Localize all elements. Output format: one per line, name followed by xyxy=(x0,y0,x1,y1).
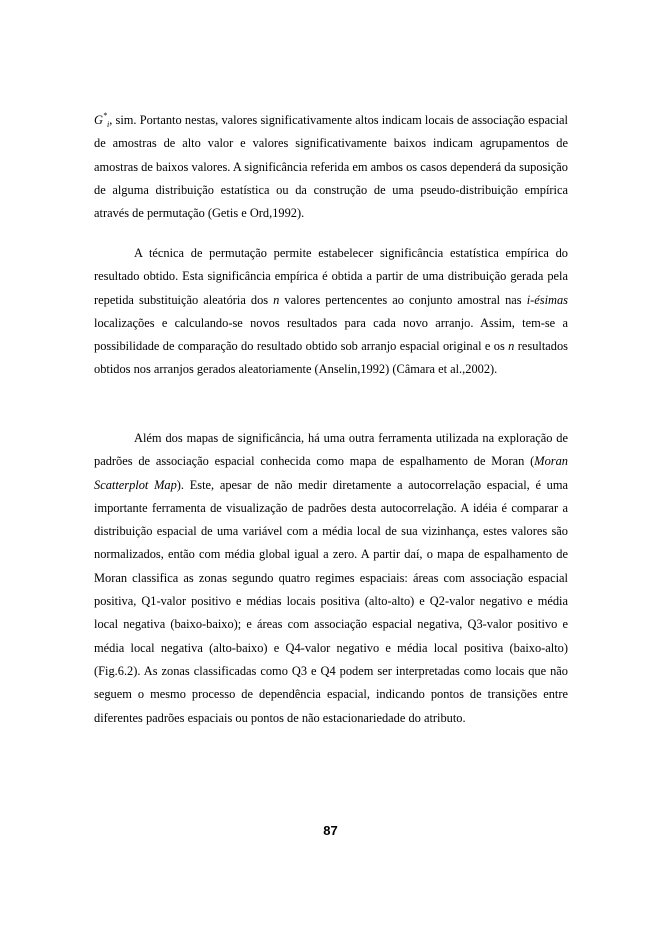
paragraph-permutation-text-b: valores pertencentes ao conjunto amostral nas xyxy=(279,292,527,307)
italic-n-1: n xyxy=(273,292,280,307)
paragraph-permutation-text-a: A técnica de permutação permite estabelecer significância estatística empírica do resultado obtido. Esta significância empírica é obtida a partir de uma distribuição gerada pela repetida substituição aleatória dos xyxy=(94,246,568,307)
gi-star-subscript: i xyxy=(106,120,110,129)
italic-i-esimas: i-ésimas xyxy=(526,292,568,307)
paragraph-moran-scatterplot xyxy=(94,427,568,730)
gi-star-symbol xyxy=(94,113,109,127)
paragraph-permutation-text-d: resultados obtidos nos arranjos gerados aleatoriamente (Anselin,1992) (Câmara et al.,2002). xyxy=(94,339,568,377)
page-number: 87 xyxy=(323,823,338,838)
paragraph-moran-text-a: Além dos mapas de significância, há uma outra ferramenta utilizada na exploração de padrões de associação espacial conhecida como mapa de espalhamento de Moran ( xyxy=(94,431,568,469)
paragraph-moran-text-b: ). Este, apesar de não medir diretamente a autocorrelação espacial, é uma importante ferramenta de visualização de padrões desta autocorrelação. A idéia é comparar a distribuição espacial de uma variável com a média local de sua vizinhança, estes valores são normalizados, então com média global igual a zero. A partir daí, o mapa de espalhamento de Moran classifica as zonas segundo quatro regimes espaciais: áreas com associação espacial positiva, Q1-valor positivo e médias locais positiva (alto-alto) e Q2-valor negativo e média local negativa (baixo-baixo); e áreas com associação espacial negativa, Q3-valor positivo e média local negativa (alto-baixo) e Q4-valor negativo e média local positiva (baixo-alto) (Fig.6.2). As zonas classificadas como Q3 e Q4 podem ser interpretadas como locais que não seguem o mesmo processo de dependência espacial, indicando pontos de transições entre diferentes padrões espaciais ou pontos de não estacionariedade do atributo. xyxy=(94,477,568,725)
gi-star-base: G xyxy=(94,113,103,127)
paragraph-permutation-text-c: localizações e calculando-se novos resultados para cada novo arranjo. Assim, tem-se a possibilidade de comparação do resultado obtido sob arranjo espacial original e os xyxy=(94,315,568,354)
gi-star-superscript: * xyxy=(102,111,107,120)
moran-scatterplot-map-term: Moran Scatterplot Map xyxy=(94,454,568,492)
paragraph-getis-ord-text: , sim. Portanto nestas, valores significativamente altos indicam locais de associação espacial de amostras de alto valor e valores significativamente baixos indicam agrupamentos de amostras de baixos valores. A significância referida em ambos os casos dependerá da suposição de alguma distribuição estatística ou da construção de uma pseudo-distribuição empírica através de permutação (Getis e Ord,1992). xyxy=(94,113,568,221)
paragraph-permutation xyxy=(94,242,568,382)
italic-n-2: n xyxy=(508,339,515,354)
paragraph-getis-ord xyxy=(94,109,568,225)
